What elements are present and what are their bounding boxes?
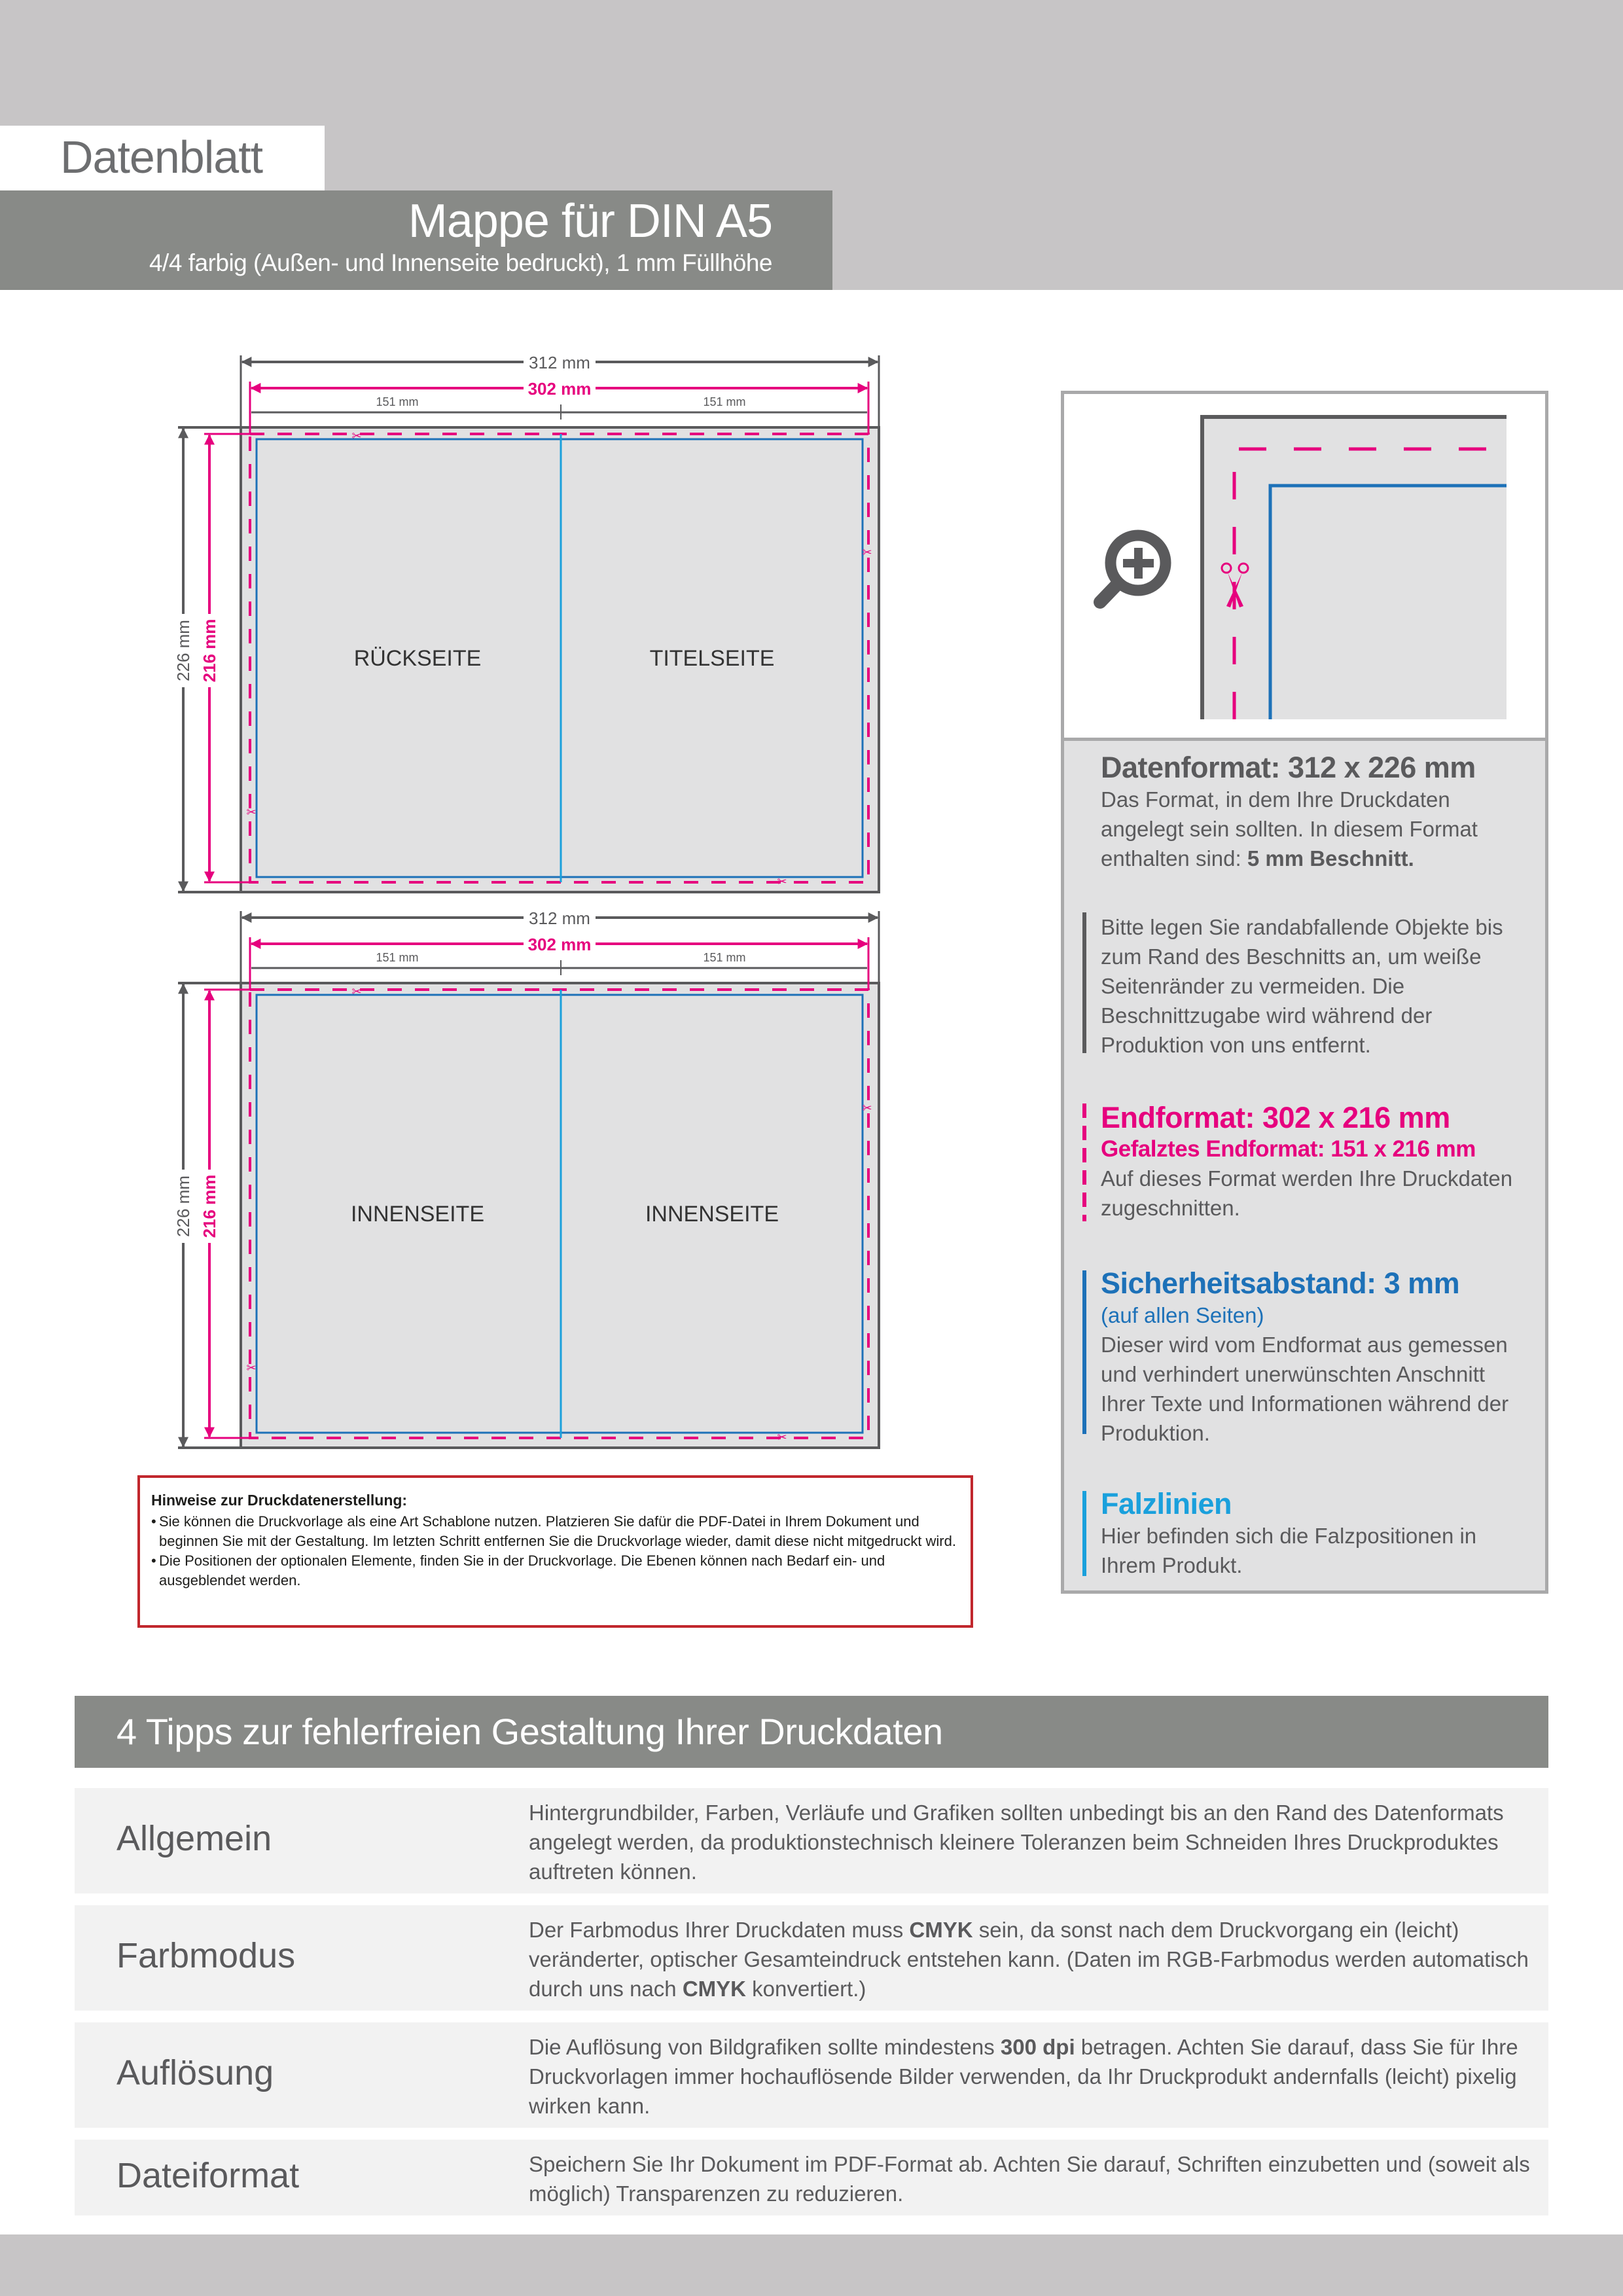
- product-subtitle: 4/4 farbig (Außen- und Innenseite bedruckt), 1 mm Füllhöhe: [149, 249, 772, 276]
- legend-fold: [1101, 1487, 1533, 1580]
- scissors-marker: ✂: [862, 546, 872, 559]
- scissors-marker: ✂: [351, 429, 362, 442]
- tip-text: [529, 1915, 1530, 2003]
- scissors-marker: ✂: [351, 985, 362, 998]
- total-height-label: 226 mm: [173, 1175, 193, 1237]
- tip-text-part: Hintergrundbilder, Farben, Verläufe und Grafiken sollten unbedingt bis an den Rand des Datenformats angelegt werden, da produktionstechnisch kleinere Toleranzen beim Schneiden Ihres Druckproduktes auftreten können.: [529, 1801, 1504, 1884]
- legend-safety: [1101, 1266, 1533, 1448]
- datenformat-text: Das Format, in dem Ihre Druckdaten angelegt sein sollten. In diesem Format enthalten sind:: [1101, 787, 1478, 870]
- tip-text-part: Die Auflösung von Bildgrafiken sollte mindestens: [529, 2035, 1001, 2059]
- endformat-subtitle: Gefalztes Endformat: 151 x 216 mm: [1101, 1136, 1476, 1162]
- tip-row-fileformat: [75, 2140, 1548, 2215]
- final-width-label: 302 mm: [527, 379, 592, 399]
- legend-bleed-note: [1101, 912, 1533, 1060]
- notes-heading: Hinweise zur Druckdatenerstellung:: [151, 1492, 408, 1509]
- endformat-text: Auf dieses Format werden Ihre Druckdaten zugeschnitten.: [1101, 1166, 1513, 1220]
- zoom-detail: [1064, 394, 1545, 741]
- datenformat-title: Datenformat: 312 x 226 mm: [1101, 751, 1476, 784]
- tip-text-part: konvertiert.): [746, 1977, 866, 2001]
- safety-text: Dieser wird vom Endformat aus gemessen und verhindert unerwünschten Anschnitt Ihrer Texte und Informationen während der Produktion.: [1101, 1333, 1509, 1445]
- page-label-left: RÜCKSEITE: [353, 646, 482, 671]
- magnifier-plus-icon: [1100, 535, 1166, 602]
- page-label-right: TITELSEITE: [649, 646, 775, 671]
- half-width-label: 151 mm: [703, 395, 746, 408]
- fold-text: Hier befinden sich die Falzpositionen in Ihrem Produkt.: [1101, 1524, 1477, 1577]
- notes-list: [151, 1512, 961, 1590]
- datasheet-label: Datenblatt: [60, 132, 263, 183]
- tips-header: [75, 1696, 1548, 1768]
- datenformat-bold: 5 mm Beschnitt.: [1247, 846, 1414, 870]
- diagram-outside: [173, 350, 879, 892]
- tip-label: Farbmodus: [116, 1936, 296, 1975]
- safety-subtitle: (auf allen Seiten): [1101, 1303, 1264, 1327]
- cut-bar: [1082, 1103, 1086, 1221]
- scissors-marker: ✂: [777, 875, 787, 888]
- tip-text: [529, 2032, 1530, 2121]
- tip-text: [529, 1798, 1530, 1886]
- page-label-left: INNENSEITE: [350, 1202, 485, 1227]
- zoom-detail-graphic: [1064, 394, 1545, 738]
- legend-datenformat: [1101, 751, 1533, 873]
- final-height-label: 216 mm: [200, 1174, 219, 1238]
- scissors-marker: ✂: [246, 1361, 257, 1374]
- tip-text-bold: CMYK: [909, 1918, 973, 1942]
- notes-item: • Sie können die Druckvorlage als eine Art Schablone nutzen. Platzieren Sie dafür die PDF-Datei in Ihrem Dokument und beginnen Sie mit der Gestaltung. Im letzten Schritt entfernen Sie die Druckvorlage wieder, damit diese nicht mitgedruckt wird.: [151, 1512, 961, 1551]
- fold-bar: [1082, 1491, 1086, 1576]
- total-width-label: 312 mm: [529, 908, 590, 928]
- tip-text-part: Der Farbmodus Ihrer Druckdaten muss: [529, 1918, 910, 1942]
- half-width-label: 151 mm: [703, 951, 746, 964]
- final-width-label: 302 mm: [527, 935, 592, 954]
- tip-label: Dateiformat: [116, 2156, 300, 2195]
- scissors-marker: ✂: [777, 1431, 787, 1444]
- safety-bar: [1082, 1270, 1086, 1434]
- diagram-inside: [173, 906, 879, 1448]
- tip-text-part: sein, da sonst nach dem Druckvorgang ein (leicht) veränderter, optischer Gesamteindruck entstehen kann. (Daten im RGB-Farbmodus werden automatisch durch uns nach: [529, 1918, 1529, 2001]
- tip-text-bold: CMYK: [682, 1977, 746, 2001]
- tip-row-colormode: [75, 1905, 1548, 2011]
- scissors-marker: ✂: [246, 806, 257, 819]
- tips-heading: 4 Tipps zur fehlerfreien Gestaltung Ihrer Druckdaten: [116, 1711, 943, 1752]
- total-width-label: 312 mm: [529, 353, 590, 372]
- total-height-label: 226 mm: [173, 620, 193, 681]
- safety-title: Sicherheitsabstand: 3 mm: [1101, 1266, 1460, 1300]
- legend-panel: [1061, 391, 1548, 1594]
- tip-label: Auflösung: [116, 2053, 274, 2092]
- tip-text: [529, 2149, 1530, 2208]
- print-notes-box: [137, 1475, 973, 1628]
- notes-item: • Die Positionen der optionalen Elemente, finden Sie in der Druckvorlage. Die Ebenen können nach Bedarf ein- und ausgeblendet werden.: [151, 1551, 961, 1590]
- footer-band: [0, 2234, 1623, 2296]
- tip-label: Allgemein: [116, 1819, 272, 1858]
- page-label-right: INNENSEITE: [645, 1202, 779, 1227]
- tip-row-resolution: [75, 2022, 1548, 2128]
- scissors-marker: ✂: [862, 1102, 872, 1115]
- bleed-bar: [1082, 912, 1086, 1053]
- half-width-label: 151 mm: [376, 951, 419, 964]
- bleed-note-text: Bitte legen Sie randabfallende Objekte bis zum Rand des Beschnitts an, um weiße Seitenränder zu vermeiden. Die Beschnittzugabe wird während der Produktion von uns entfernt.: [1101, 915, 1503, 1057]
- product-title: Mappe für DIN A5: [408, 195, 772, 247]
- zoom-trim-area: [1200, 415, 1507, 719]
- legend-endformat: [1101, 1101, 1533, 1223]
- final-height-label: 216 mm: [200, 619, 219, 683]
- fold-title: Falzlinien: [1101, 1487, 1232, 1520]
- tip-row-general: [75, 1788, 1548, 1893]
- half-width-label: 151 mm: [376, 395, 419, 408]
- endformat-title: Endformat: 302 x 216 mm: [1101, 1101, 1450, 1134]
- tip-text-part: betragen. Achten Sie darauf, dass Sie für Ihre Druckvorlagen immer hochauflösende Bilder verwenden, da Ihr Druckprodukt andernfalls (leicht) pixelig wirken kann.: [529, 2035, 1518, 2118]
- tip-text-bold: 300 dpi: [1000, 2035, 1075, 2059]
- tip-text-part: Speichern Sie Ihr Dokument im PDF-Format ab. Achten Sie darauf, Schriften einzubetten und (soweit als möglich) Transparenzen zu reduzieren.: [529, 2152, 1530, 2206]
